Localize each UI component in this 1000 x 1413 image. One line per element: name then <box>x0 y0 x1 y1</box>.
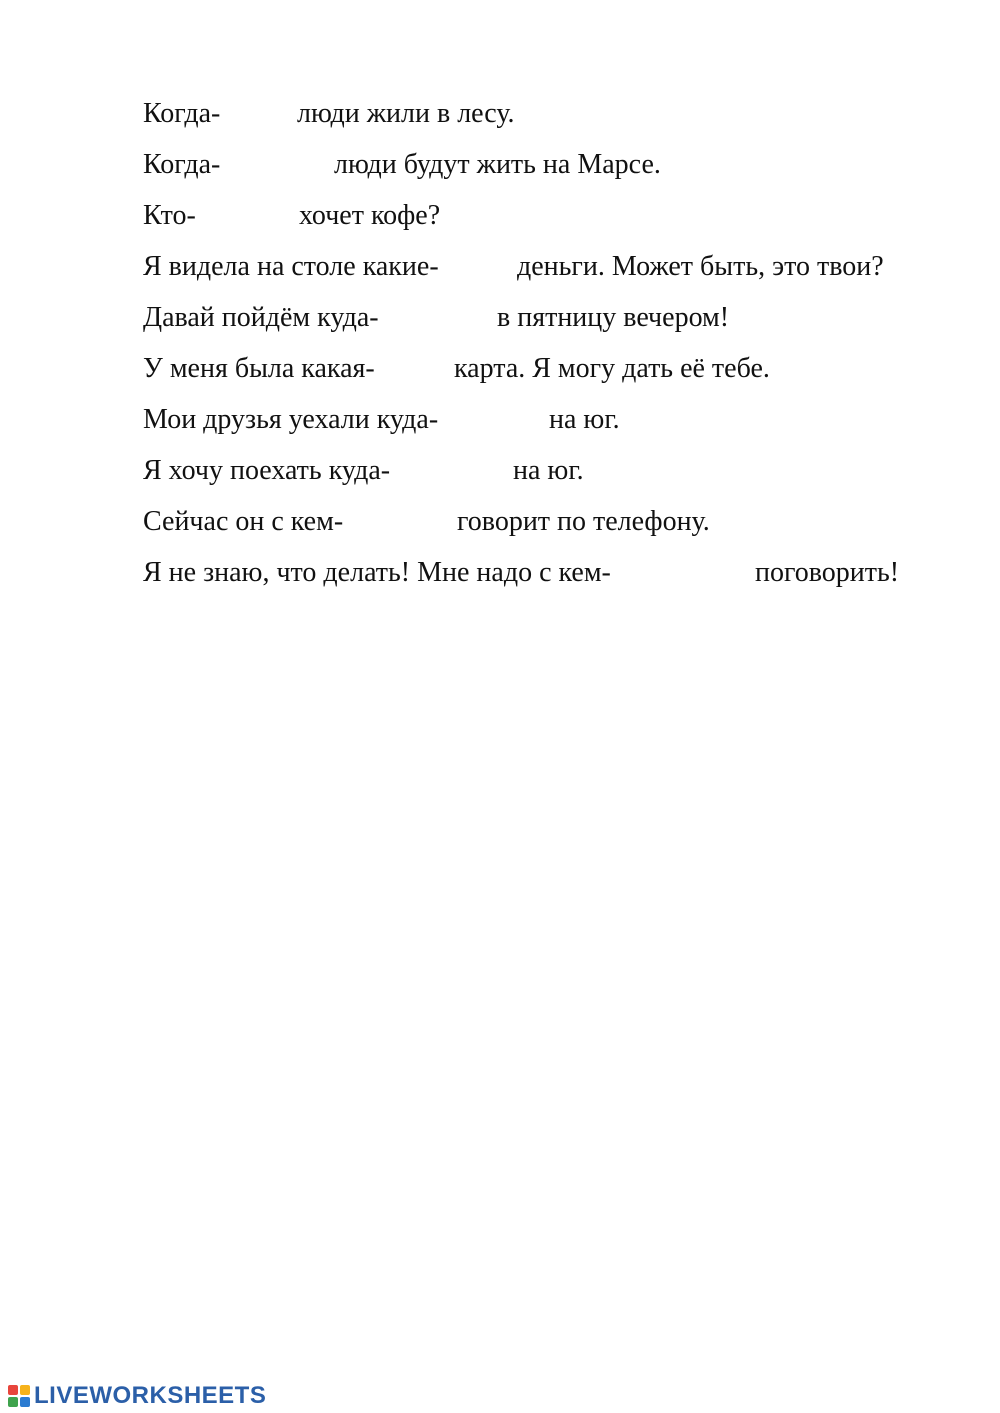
sentence-suffix: говорит по телефону. <box>457 506 710 537</box>
sentence-prefix: Давай пойдём куда- <box>143 302 379 333</box>
sentence-suffix: деньги. Может быть, это твои? <box>517 251 884 282</box>
answer-blank-9[interactable] <box>363 509 457 537</box>
liveworksheets-logo-icon <box>8 1385 30 1407</box>
answer-blank-8[interactable] <box>419 458 513 486</box>
answer-blank-4[interactable] <box>465 254 517 282</box>
sentence-suffix: люди будут жить на Марсе. <box>334 149 661 180</box>
sentence-8 <box>143 454 943 488</box>
sentence-suffix: люди жили в лесу. <box>297 98 515 129</box>
answer-blank-7[interactable] <box>469 407 549 435</box>
sentence-prefix: Мои друзья уехали куда- <box>143 404 439 435</box>
sentence-prefix: Кто- <box>143 200 196 231</box>
logo-tile-green <box>8 1397 18 1407</box>
sentence-suffix: хочет кофе? <box>299 200 441 231</box>
sentence-prefix: Я хочу поехать куда- <box>143 455 391 486</box>
sentence-4 <box>143 250 943 284</box>
sentence-prefix: Когда- <box>143 149 221 180</box>
sentence-7 <box>143 403 943 437</box>
sentence-prefix: Когда- <box>143 98 221 129</box>
sentence-suffix: в пятницу вечером! <box>497 302 730 333</box>
sentence-suffix: на юг. <box>513 455 584 486</box>
answer-blank-10[interactable] <box>653 560 757 588</box>
sentence-suffix: карта. Я могу дать её тебе. <box>454 353 770 384</box>
sentence-2 <box>143 148 943 182</box>
sentence-5 <box>143 301 943 335</box>
sentence-3 <box>143 199 943 233</box>
sentence-6 <box>143 352 943 386</box>
logo-text: LIVEWORKSHEETS <box>34 1382 267 1409</box>
answer-blank-6[interactable] <box>399 356 455 384</box>
logo-tile-yellow <box>20 1385 30 1395</box>
sentence-prefix: Я видела на столе какие- <box>143 251 439 282</box>
liveworksheets-logo <box>8 1380 266 1412</box>
sentence-9 <box>143 505 943 539</box>
sentence-prefix: Я не знаю, что делать! Мне надо с кем- <box>143 557 611 588</box>
answer-blank-3[interactable] <box>207 203 299 231</box>
logo-tile-blue <box>20 1397 30 1407</box>
answer-blank-2[interactable] <box>233 152 335 180</box>
answer-blank-5[interactable] <box>403 305 497 333</box>
sentence-prefix: Сейчас он с кем- <box>143 506 344 537</box>
logo-tile-red <box>8 1385 18 1395</box>
sentence-suffix: на юг. <box>549 404 620 435</box>
answer-blank-1[interactable] <box>233 101 297 129</box>
sentence-10 <box>143 556 933 590</box>
sentence-prefix: У меня была какая- <box>143 353 375 384</box>
sentence-1 <box>143 97 943 131</box>
sentence-suffix: поговорить! <box>755 557 900 588</box>
